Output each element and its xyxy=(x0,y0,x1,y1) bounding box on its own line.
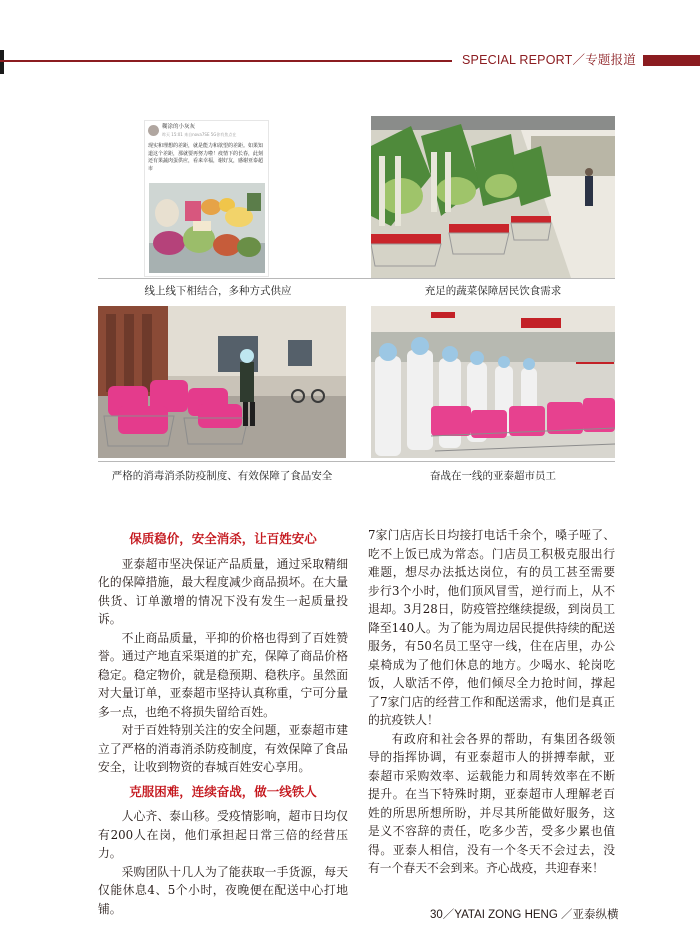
post-meta: 昨天 15:01 来自nova7SE 5G你有焦点在 xyxy=(162,132,237,137)
post-text: 现实和理想的差距，就是能力和欲望的差距。如果知道这个差距，那就要再努力啦！疫情下的长春，此刻还有果蔬肉蛋供应，看来幸福，谢好友，感谢亚泰超市 xyxy=(148,143,264,172)
magazine-name-cn: 亚泰纵横 xyxy=(572,909,619,921)
groceries-photo xyxy=(149,183,265,273)
header-rule xyxy=(0,60,452,62)
section-title-separator: ／ xyxy=(572,53,586,67)
paragraph: 有政府和社会各界的帮助，有集团各级领导的指挥协调，有亚泰超市人的拼搏奉献，亚泰超市采购效率、运载能力和周转效率在不断提升。在当下特殊时期，亚泰超市人理解老百姓的所思所想所盼，并尽其所能做好服务，这是义不容辞的责任，吃多少苦，受多少累也值得。亚泰人相信，没有一个冬天不会过去，没有一个春天不会到来。齐心战疫，共迎春来！ xyxy=(368,731,615,875)
paragraph: 不止商品质量，平抑的价格也得到了百姓赞誉。通过产地直采渠道的扩充，保障了商品价格稳定。稳定物价，就是稳预期、稳秩序。虽然面对大量订单，亚泰超市坚持认真称重，宁可分量多一点，也绝不将损失留给百姓。 xyxy=(98,630,348,719)
section-heading-quality: 保质稳价，安全消杀，让百姓安心 xyxy=(129,531,317,546)
page-footer xyxy=(430,906,680,922)
footer-separator: ／ xyxy=(442,909,455,921)
post-header xyxy=(148,124,266,144)
caption-rule xyxy=(98,278,615,279)
caption-rule-2 xyxy=(98,461,615,462)
caption-staff: 奋战在一线的亚泰超市员工 xyxy=(430,470,556,482)
header-accent-block xyxy=(643,55,700,66)
paragraph: 人心齐、泰山移。受疫情影响，超市日均仅有200人在岗，他们承担起日常三倍的经营压力。 xyxy=(98,809,348,860)
photo-disinfection xyxy=(98,306,346,458)
article-column-left xyxy=(98,530,348,918)
post-username: 糊涂的小灰灰 xyxy=(162,124,196,130)
paragraph: 亚泰超市坚决保证产品质量，通过采取精细化的保障措施，最大程度减少商品损坏。在大量供货、订单激增的情况下没有发生一起质量投诉。 xyxy=(98,556,348,626)
article-column-right xyxy=(368,526,615,878)
caption-online-offline: 线上线下相结合，多种方式供应 xyxy=(144,285,292,297)
photo-vegetable-carts xyxy=(371,116,615,278)
caption-vegetables: 充足的蔬菜保障居民饮食需求 xyxy=(424,285,562,297)
section-title-en: SPECIAL REPORT xyxy=(462,53,573,67)
section-title xyxy=(462,50,652,70)
section-heading-frontline: 克服困难，连续奋战，做一线铁人 xyxy=(129,783,317,799)
photo-staff xyxy=(371,306,615,458)
paragraph: 对于百姓特别关注的安全问题，亚泰超市建立了严格的消毒消杀防疫制度，有效保障了食品安全，让收到物资的春城百姓安心享用。 xyxy=(98,723,348,774)
page-edge-mark xyxy=(0,50,4,74)
paragraph: 采购团队十几人为了能获取一手货源，每天仅能休息4、5个小时，夜晚便在配送中心打地铺。 xyxy=(98,864,348,916)
paragraph: 7家门店店长日均接打电话千余个，嗓子哑了、吃不上饭已成为常态。门店员工积极克服出行难题，想尽办法抵达岗位，有的员工甚至需要步行3个小时，他们顶风冒雪，逆行而上，从不退却。3月28日，防疫管控继续提级，到岗员工降至140人。为了能为周边居民提供持续的配送服务，有50名员工坚守一线，住在店里，办公桌椅成为了他们休息的地方。少喝水、轮岗吃饭，人歇活不停，他们倾尽全力抢时间，撑起了7家门店的经营工作和配送需求，他们是真正的抗疫铁人！ xyxy=(368,528,615,727)
page-number: 30 xyxy=(430,909,443,921)
section-title-cn: 专题报道 xyxy=(585,53,636,67)
magazine-name-en: YATAI ZONG HENG xyxy=(454,909,558,921)
caption-disinfection: 严格的消毒消杀防疫制度、有效保障了食品安全 xyxy=(111,470,333,482)
footer-separator-2: ／ xyxy=(561,909,573,921)
photo-online-post xyxy=(144,120,269,277)
avatar xyxy=(148,125,159,136)
